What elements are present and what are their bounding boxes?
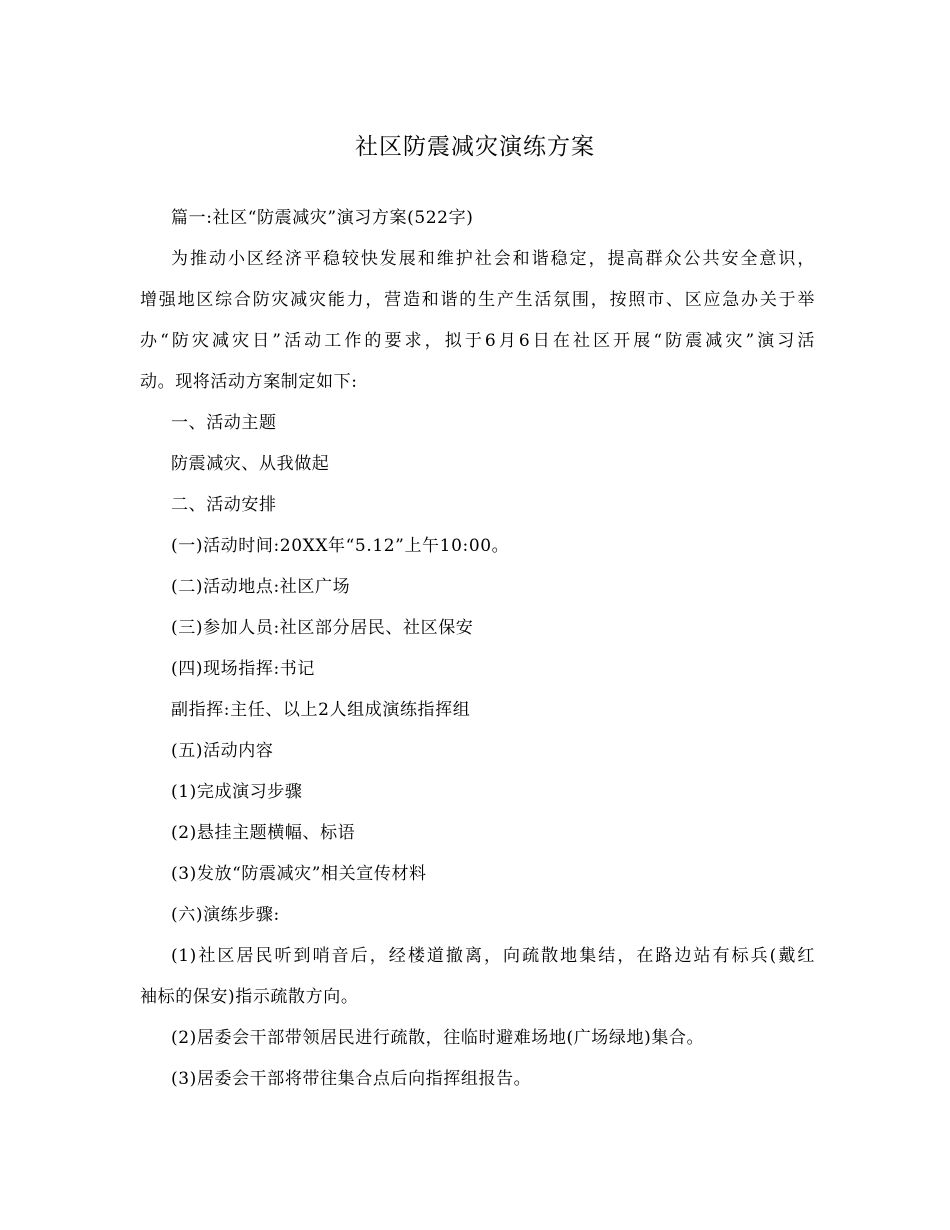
document-body <box>140 198 815 1100</box>
intro-line: 增强地区综合防灾减灾能力，营造和谐的生产生活氛围，按照市、区应急办关于举 <box>140 290 815 310</box>
drill-step <box>140 936 815 1018</box>
drill-step: (3)居委会干部将带往集合点后向指挥组报告。 <box>171 1069 532 1089</box>
heading-activity-content: (五)活动内容 <box>171 741 274 761</box>
activity-theme-text: 防震减灾、从我做起 <box>171 454 330 474</box>
activity-location: (二)活动地点:社区广场 <box>171 577 351 597</box>
content-item: (3)发放“防震减灾”相关宣传材料 <box>171 864 427 884</box>
content-item: (2)悬挂主题横幅、标语 <box>171 823 356 843</box>
heading-activity-arrangement: 二、活动安排 <box>171 495 277 515</box>
drill-step: (2)居委会干部带领居民进行疏散，往临时避难场地(广场绿地)集合。 <box>171 1028 705 1048</box>
intro-paragraph <box>140 239 815 403</box>
activity-time: (一)活动时间:20XX年“5.12”上午10:00。 <box>171 536 510 556</box>
deputy-commander: 副指挥:主任、以上2人组成演练指挥组 <box>171 700 471 720</box>
section-heading-part-one: 篇一:社区“防震减灾”演习方案(522字) <box>171 208 474 228</box>
document-title: 社区防震减灾演练方案 <box>355 134 595 160</box>
heading-activity-theme: 一、活动主题 <box>171 413 277 433</box>
intro-line: 办“防灾减灾日”活动工作的要求，拟于6月6日在社区开展“防震减灾”演习活 <box>140 331 815 351</box>
intro-line: 动。现将活动方案制定如下: <box>140 372 358 392</box>
heading-drill-steps: (六)演练步骤: <box>171 905 280 925</box>
content-item: (1)完成演习步骤 <box>171 782 303 802</box>
drill-step-line: (1)社区居民听到哨音后，经楼道撤离，向疏散地集结，在路边站有标兵(戴红 <box>171 946 815 966</box>
site-commander: (四)现场指挥:书记 <box>171 659 315 679</box>
drill-step-line: 袖标的保安)指示疏散方向。 <box>140 987 359 1007</box>
participants: (三)参加人员:社区部分居民、社区保安 <box>171 618 474 638</box>
intro-line: 为推动小区经济平稳较快发展和维护社会和谐稳定，提高群众公共安全意识， <box>171 249 815 269</box>
